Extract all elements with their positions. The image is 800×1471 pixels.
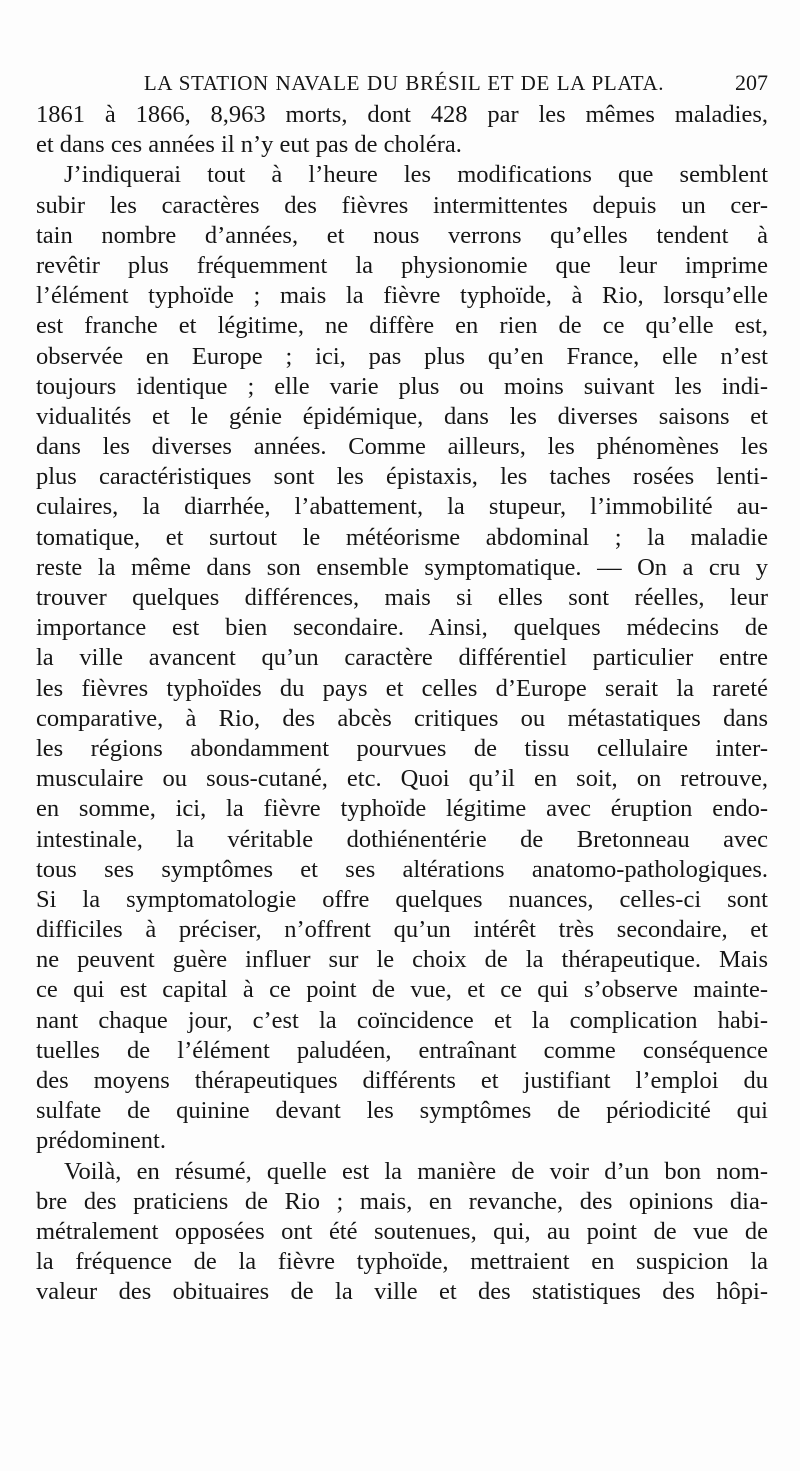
running-header [40,68,768,98]
text-line: des moyens thérapeutiques différents et justifiant l’emploi du [36,1067,768,1094]
text-line: Voilà, en résumé, quelle est la manière de voir d’un bon nom- [64,1157,768,1185]
body-text [36,100,768,1308]
text-line: importance est bien secondaire. Ainsi, quelques médecins de [36,614,768,642]
text-line: J’indiquerai tout à l’heure les modifications que semblent [64,161,768,189]
text-line: métralement opposées ont été soutenues, qui, au point de vue de [36,1217,768,1245]
text-line: ne peuvent guère influer sur le choix de la thérapeutique. Mais [36,946,768,974]
text-line: tous ses symptômes et ses altérations anatomo-pathologiques. [36,855,768,883]
text-line: plus caractéristiques sont les épistaxis, les taches rosées lenti- [36,463,768,491]
text-line: nant chaque jour, c’est la coïncidence et la complication habi- [36,1006,768,1034]
text-line: est franche et légitime, ne diffère en rien de ce qu’elle est, [36,312,768,340]
text-line: difficiles à préciser, n’offrent qu’un intérêt très secondaire, et [36,916,768,944]
text-line: revêtir plus fréquemment la physionomie que leur imprime [36,251,768,279]
text-line: ce qui est capital à ce point de vue, et ce qui s’observe mainte- [36,976,768,1004]
text-line: vidualités et le génie épidémique, dans les diverses saisons et [36,402,768,430]
text-line: tuelles de l’élément paludéen, entraînant comme conséquence [36,1036,768,1064]
text-line: observée en Europe ; ici, pas plus qu’en France, elle n’est [36,342,768,370]
text-line: en somme, ici, la fièvre typhoïde légitime avec éruption endo- [36,795,768,823]
text-line: prédominent. [36,1127,166,1155]
text-line: valeur des obituaires de la ville et des statistiques des hôpi- [36,1278,768,1306]
text-line: musculaire ou sous-cutané, etc. Quoi qu’il en soit, on retrouve, [36,765,768,793]
text-line: bre des praticiens de Rio ; mais, en revanche, des opinions dia- [36,1187,768,1215]
text-line: tomatique, et surtout le météorisme abdominal ; la maladie [36,523,768,551]
page-number: 207 [735,70,768,95]
text-line: subir les caractères des fièvres intermittentes depuis un cer- [36,191,768,219]
text-line: tain nombre d’années, et nous verrons qu’elles tendent à [36,221,768,249]
text-line: comparative, à Rio, des abcès critiques ou métastatiques dans [36,704,768,732]
text-line: intestinale, la véritable dothiénentérie de Bretonneau avec [36,825,768,853]
text-line: la fréquence de la fièvre typhoïde, mettraient en suspicion la [36,1248,768,1276]
text-line: les régions abondamment pourvues de tissu cellulaire inter- [36,734,768,762]
text-line: culaires, la diarrhée, l’abattement, la stupeur, l’immobilité au- [36,493,768,521]
text-line: reste la même dans son ensemble symptomatique. — On a cru y [36,553,768,581]
text-line: Si la symptomatologie offre quelques nuances, celles-ci sont [36,885,768,913]
text-line: sulfate de quinine devant les symptômes de périodicité qui [36,1097,768,1125]
text-line: les fièvres typhoïdes du pays et celles d’Europe serait la rareté [36,674,768,702]
text-line: la ville avancent qu’un caractère différentiel particulier entre [36,644,768,672]
text-line: et dans ces années il n’y eut pas de choléra. [36,131,462,159]
text-line: toujours identique ; elle varie plus ou moins suivant les indi- [36,372,768,400]
text-line: 1861 à 1866, 8,963 morts, dont 428 par les mêmes maladies, [36,101,768,128]
text-line: dans les diverses années. Comme ailleurs, les phénomènes les [36,433,768,461]
running-title: LA STATION NAVALE DU BRÉSIL ET DE LA PLATA. [143,71,665,95]
text-line: trouver quelques différences, mais si elles sont réelles, leur [36,584,768,611]
text-line: l’élément typhoïde ; mais la fièvre typhoïde, à Rio, lorsqu’elle [36,282,768,310]
